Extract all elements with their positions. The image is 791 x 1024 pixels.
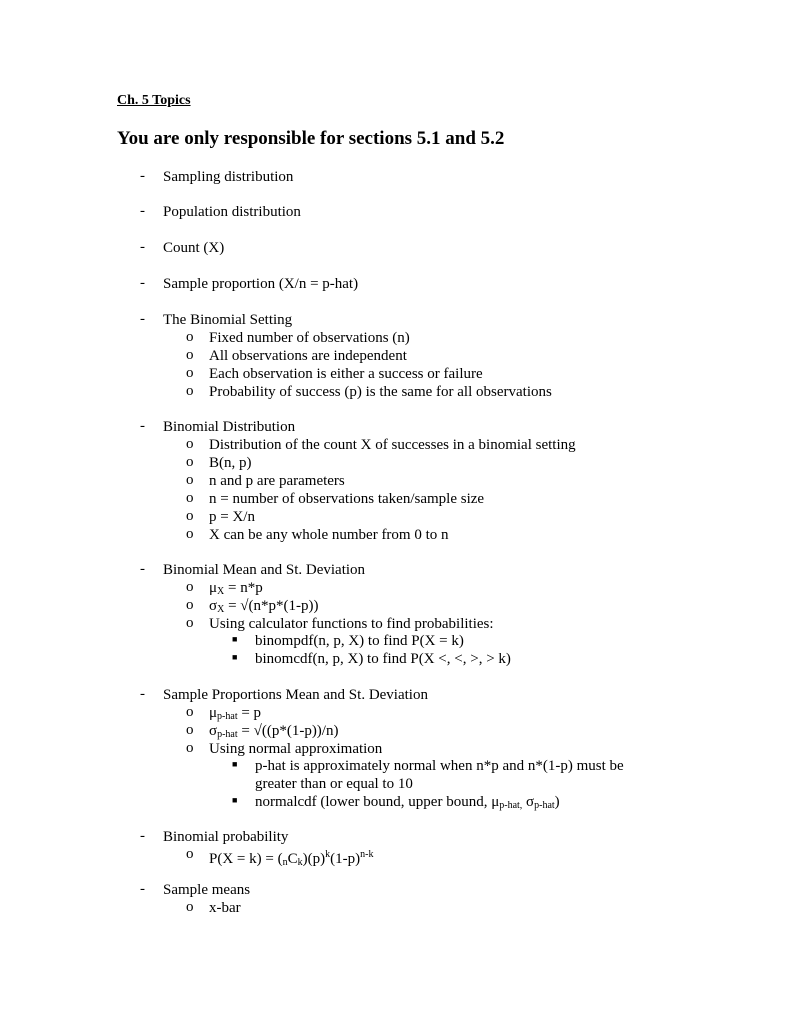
formula-binomial-sd: $\sigma_X = √(n*p*(1-p))$ <box>209 598 319 615</box>
list-item: binomcdf(n, p, X) to find P(X <, <, >, > k) <box>255 651 511 667</box>
page-subtitle: You are only responsible for sections 5.1 and 5.2 <box>117 128 505 149</box>
dash-marker: - <box>140 203 145 219</box>
list-item: All observations are independent <box>209 348 407 364</box>
dash-marker: - <box>140 311 145 327</box>
circle-bullet: o <box>186 383 194 399</box>
list-item: Each observation is either a success or failure <box>209 366 483 382</box>
topic-sample-proportions-mean: Sample Proportions Mean and St. Deviation <box>163 687 428 703</box>
list-item: Using calculator functions to find probabilities: <box>209 616 494 632</box>
list-item: Fixed number of observations (n) <box>209 330 410 346</box>
dash-marker: - <box>140 561 145 577</box>
circle-bullet: o <box>186 329 194 345</box>
circle-bullet: o <box>186 722 194 738</box>
topic-count: Count (X) <box>163 240 225 256</box>
topic-sample-means: Sample means <box>163 882 251 898</box>
circle-bullet: o <box>186 597 194 613</box>
topic-binomial-setting: The Binomial Setting <box>163 312 293 328</box>
list-item: Probability of success (p) is the same for all observations <box>209 384 552 400</box>
list-item: n = number of observations taken/sample size <box>209 491 485 507</box>
dash-marker: - <box>140 275 145 291</box>
dash-marker: - <box>140 168 145 184</box>
square-bullet: ■ <box>232 652 238 662</box>
circle-bullet: o <box>186 740 194 756</box>
circle-bullet: o <box>186 579 194 595</box>
circle-bullet: o <box>186 347 194 363</box>
topic-sample-proportion: Sample proportion (X/n = p-hat) <box>163 276 359 292</box>
circle-bullet: o <box>186 704 194 720</box>
list-item: B(n, p) <box>209 455 252 471</box>
list-item: p-hat is approximately normal when n*p and n*(1-p) must be <box>255 758 624 774</box>
list-item: p = X/n <box>209 509 255 525</box>
circle-bullet: o <box>186 615 194 631</box>
topic-sampling-distribution: Sampling distribution <box>163 169 294 185</box>
formula-phat-sd: $\sigma_{p-hat} = √((p*(1-p))/n)$ <box>209 723 339 740</box>
formula-phat-mean: $\mu_{p-hat} = p$ <box>209 705 262 722</box>
topic-binomial-probability: Binomial probability <box>163 829 289 845</box>
formula-binomial-mean: $\mu_X = n*p$ <box>209 580 263 597</box>
circle-bullet: o <box>186 490 194 506</box>
circle-bullet: o <box>186 472 194 488</box>
page-heading: Ch. 5 Topics <box>117 93 191 108</box>
circle-bullet: o <box>186 899 194 915</box>
circle-bullet: o <box>186 508 194 524</box>
list-item: X can be any whole number from 0 to n <box>209 527 449 543</box>
list-item: n and p are parameters <box>209 473 345 489</box>
dash-marker: - <box>140 828 145 844</box>
dash-marker: - <box>140 686 145 702</box>
list-item: binompdf(n, p, X) to find P(X = k) <box>255 633 464 649</box>
circle-bullet: o <box>186 846 194 862</box>
topic-binomial-distribution: Binomial Distribution <box>163 419 296 435</box>
topic-binomial-mean: Binomial Mean and St. Deviation <box>163 562 366 578</box>
list-item: Using normal approximation <box>209 741 383 757</box>
list-item: Distribution of the count X of successes in a binomial setting <box>209 437 576 453</box>
circle-bullet: o <box>186 365 194 381</box>
dash-marker: - <box>140 881 145 897</box>
dash-marker: - <box>140 418 145 434</box>
topic-population-distribution: Population distribution <box>163 204 301 220</box>
formula-normalcdf: normalcdf (lower bound, upper bound, $\mu_{p-hat,}$ $\sigma_{p-hat}$) <box>255 794 560 811</box>
square-bullet: ■ <box>232 795 238 805</box>
formula-binomial-probability: $P(X = k) = (_nC_k)(p)^k(1-p)^{n-k}$ <box>209 849 374 868</box>
dash-marker: - <box>140 239 145 255</box>
list-item: x-bar <box>209 900 241 916</box>
circle-bullet: o <box>186 454 194 470</box>
circle-bullet: o <box>186 526 194 542</box>
square-bullet: ■ <box>232 634 238 644</box>
square-bullet: ■ <box>232 759 238 769</box>
list-item-continuation: greater than or equal to 10 <box>255 776 413 792</box>
circle-bullet: o <box>186 436 194 452</box>
